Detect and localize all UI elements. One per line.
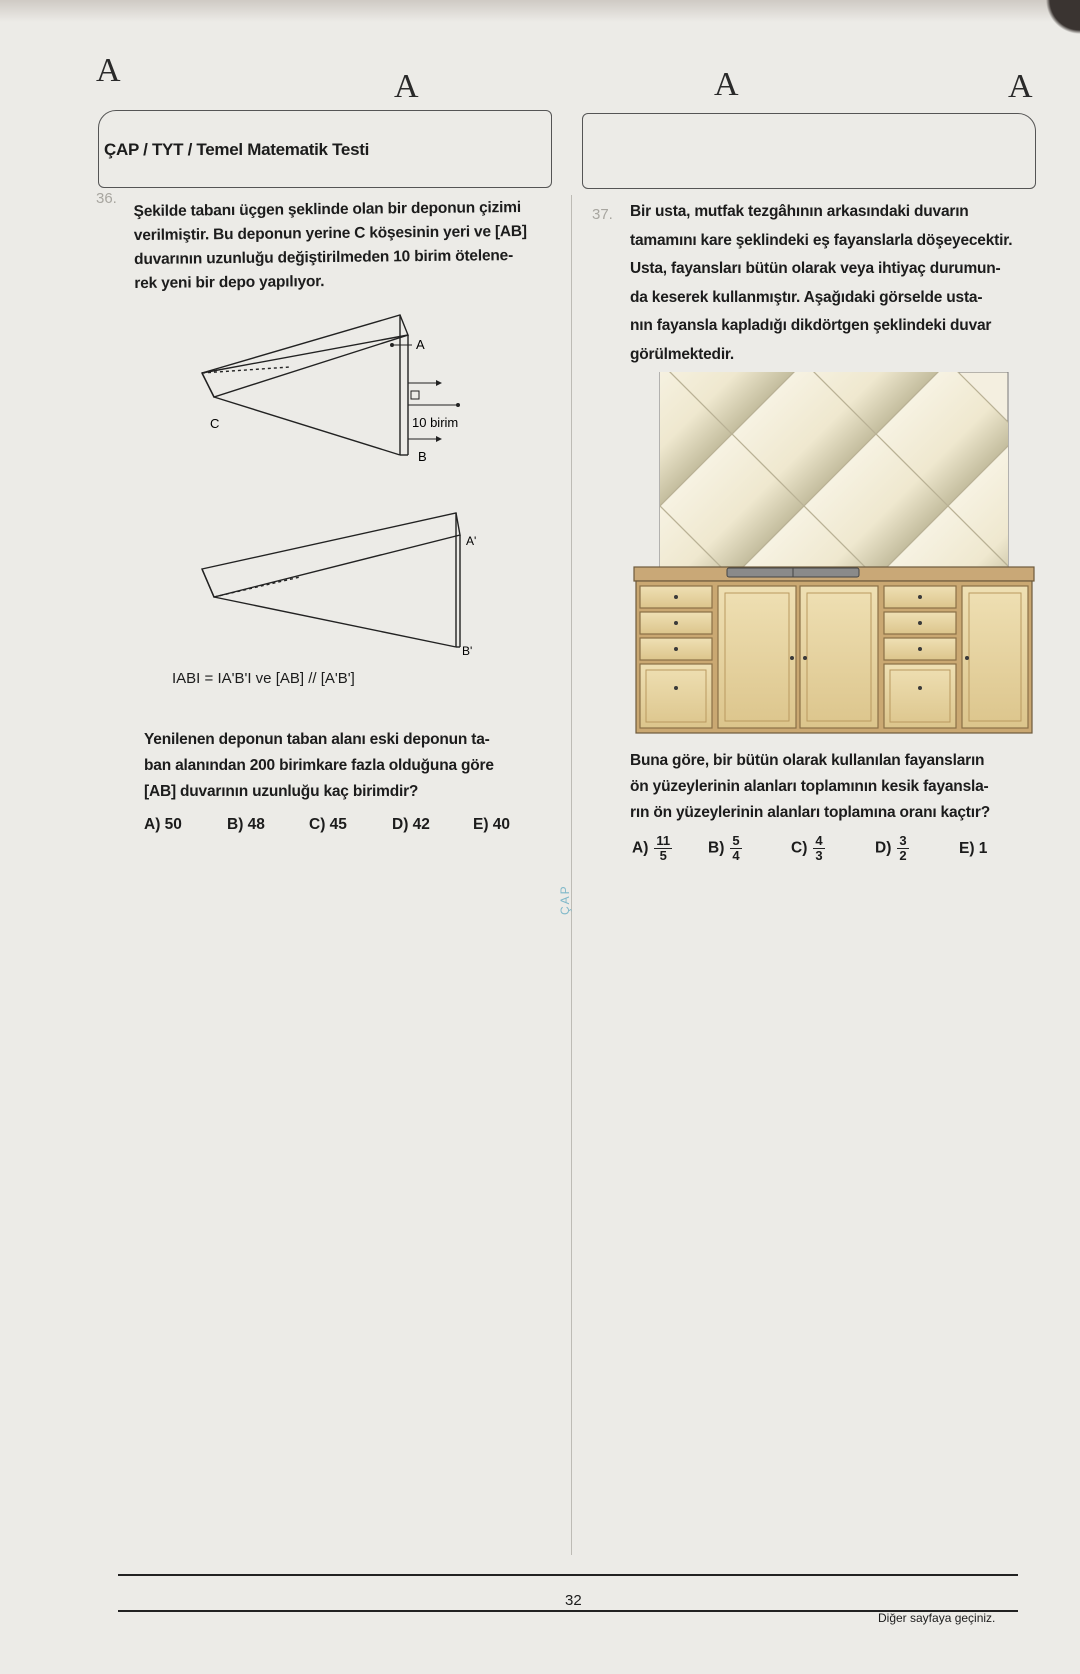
text-line: da keserek kullanmıştır. Aşağıdaki görselde usta- [630,288,983,306]
choice-a[interactable] [632,834,708,863]
text-line: nın fayansla kapladığı dikdörtgen şeklindeki duvar [630,317,992,334]
side-brand-label: ÇAP [558,884,572,915]
right-header-box [582,113,1036,189]
question-37-text [630,198,1012,369]
choice-label: B) [708,839,725,857]
label-shift: 10 birim [412,415,459,430]
text-line: [AB] duvarının uzunluğu kaç birimdir? [144,783,419,800]
choice-b[interactable]: B) 48 [227,816,265,833]
page-corner-shadow [1020,0,1080,40]
numerator: 5 [732,833,740,848]
fraction [897,834,908,863]
depot-top-face [202,315,408,397]
choice-e[interactable]: E) 40 [473,816,511,833]
label-a: A [416,337,425,352]
text-line: Usta, fayansları bütün olarak veya ihtiyaç durumun- [630,260,1001,277]
choice-e[interactable]: E) 1 [959,839,988,857]
question-37-prompt [630,748,990,826]
text-line: Buna göre, bir bütün olarak kullanılan fayansların [630,752,985,769]
choice-a[interactable]: A) 50 [144,816,182,833]
question-36-prompt [144,727,494,805]
text-line: duvarının uzunluğu değiştirilmeden 10 birim ötelene- [134,247,514,269]
choice-label: A) [632,839,649,857]
numerator: 4 [815,833,823,848]
text-line: ön yüzeylerinin alanları toplamının kesik fayansla- [630,778,989,795]
figure-original-depot [190,305,490,475]
question-37-number: 37. [592,206,613,223]
label-b: B [418,449,427,464]
test-title: ÇAP / TYT / Temel Matematik Testi [104,140,370,159]
figure-new-depot [190,505,510,665]
booklet-letter-left: A [96,52,121,89]
booklet-letter-center-right: A [714,66,739,103]
booklet-letter-center-left: A [394,68,419,105]
fraction [813,834,824,863]
choice-d[interactable]: D) 42 [392,816,430,833]
text-line: Şekilde tabanı üçgen şeklinde olan bir deponun çizimi [133,199,522,221]
cabinet-fronts [640,586,1028,728]
text-line: tamamını kare şeklindeki eş fayanslarla döşeyecektir. [630,231,1013,249]
booklet-letter-right: A [1008,68,1033,105]
kitchen-tile-illustration [630,372,1038,736]
next-page-note: Diğer sayfaya geçiniz. [878,1611,996,1625]
fraction [654,834,672,863]
footer-rule-top [118,1574,1018,1576]
choice-d[interactable] [875,834,959,863]
text-line: rın ön yüzeylerinin alanları toplamına oranı kaçtır? [630,804,990,821]
choice-c[interactable]: C) 45 [309,816,347,833]
text-line: ban alanından 200 birimkare fazla olduğuna göre [144,757,494,774]
new-depot-top-face [202,513,460,597]
choice-label: D) [875,839,892,857]
label-c: C [210,416,220,431]
question-37-choices [632,834,987,863]
numerator: 3 [899,833,907,848]
denominator: 2 [899,848,907,863]
denominator: 3 [815,848,823,863]
fraction [730,834,741,863]
denominator: 5 [659,848,667,863]
question-36-number: 36. [96,190,117,207]
page-top-shadow [0,0,1080,22]
choice-c[interactable] [791,834,875,863]
question-36-choices [144,816,510,834]
text-line: Yenilenen deponun taban alanı eski deponun ta- [144,731,490,748]
text-line: verilmiştir. Bu deponun yerine C köşesinin yeri ve [AB] [133,222,527,245]
text-line: Bir usta, mutfak tezgâhının arkasındaki duvarın [630,203,969,220]
text-line: görülmektedir. [630,345,735,363]
text-line: rek yeni bir depo yapılıyor. [134,273,325,293]
denominator: 4 [732,848,740,863]
column-divider [571,195,572,1555]
label-b-prime: B' [462,644,473,658]
question-36-text [134,196,528,296]
choice-label: C) [791,839,808,857]
condition-text: IABI = IA'B'I ve [AB] // [A'B'] [172,670,355,687]
label-a-prime: A' [466,534,477,548]
choice-b[interactable] [708,834,791,863]
numerator: 11 [656,833,671,848]
page-number: 32 [565,1592,582,1609]
